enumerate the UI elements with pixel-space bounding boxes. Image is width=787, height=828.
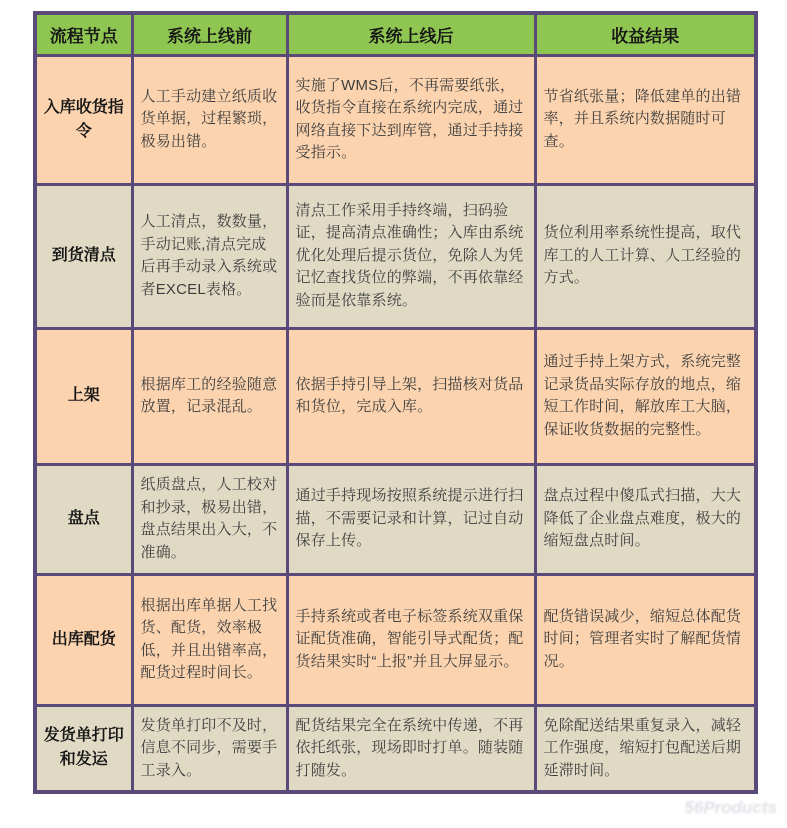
table-row <box>35 55 756 184</box>
benefit-result-cell: 通过手持上架方式，系统完整记录货品实际存放的地点，缩短工作时间，解放库工大脑，保证收货数据的完整性。 <box>535 328 756 464</box>
header-after-system: 系统上线后 <box>287 13 535 55</box>
wms-comparison-table-wrap <box>33 11 754 794</box>
wms-comparison-table <box>33 11 758 794</box>
process-node-cell: 出库配货 <box>35 574 132 705</box>
table-row <box>35 705 756 792</box>
table-header <box>35 13 756 55</box>
watermark: 56Products <box>684 798 777 817</box>
after-system-cell: 通过手持现场按照系统提示进行扫描，不需要记录和计算，记过自动保存上传。 <box>287 464 535 574</box>
table-row <box>35 328 756 464</box>
after-system-cell: 配货结果完全在系统中传递，不再依托纸张，现场即时打单。随装随打随发。 <box>287 705 535 792</box>
after-system-cell: 清点工作采用手持终端，扫码验证，提高清点准确性；入库由系统优化处理后提示货位，免除人为凭记忆查找货位的弊端，不再依靠经验而是依靠系统。 <box>287 184 535 328</box>
process-node-cell: 入库收货指令 <box>35 55 132 184</box>
after-system-cell: 实施了WMS后，不再需要纸张，收货指令直接在系统内完成，通过网络直接下达到库管，通过手持接受指示。 <box>287 55 535 184</box>
process-node-cell: 发货单打印和发运 <box>35 705 132 792</box>
before-system-cell: 发货单打印不及时，信息不同步，需要手工录入。 <box>132 705 287 792</box>
header-row <box>35 13 756 55</box>
before-system-cell: 根据库工的经验随意放置，记录混乱。 <box>132 328 287 464</box>
benefit-result-cell: 货位利用率系统性提高，取代库工的人工计算、人工经验的方式。 <box>535 184 756 328</box>
before-system-cell: 根据出库单据人工找货、配货，效率极低，并且出错率高，配货过程时间长。 <box>132 574 287 705</box>
benefit-result-cell: 免除配送结果重复录入，减轻工作强度，缩短打包配送后期延滞时间。 <box>535 705 756 792</box>
header-benefit-result: 收益结果 <box>535 13 756 55</box>
table-row <box>35 464 756 574</box>
before-system-cell: 纸质盘点，人工校对和抄录，极易出错，盘点结果出入大，不准确。 <box>132 464 287 574</box>
after-system-cell: 手持系统或者电子标签系统双重保证配货准确，智能引导式配货；配货结果实时“上报”并且大屏显示。 <box>287 574 535 705</box>
before-system-cell: 人工手动建立纸质收货单据，过程繁琐，极易出错。 <box>132 55 287 184</box>
before-system-cell: 人工清点，数数量，手动记账,清点完成后再手动录入系统或者EXCEL表格。 <box>132 184 287 328</box>
benefit-result-cell: 配货错误减少，缩短总体配货时间；管理者实时了解配货情况。 <box>535 574 756 705</box>
process-node-cell: 上架 <box>35 328 132 464</box>
benefit-result-cell: 盘点过程中傻瓜式扫描，大大降低了企业盘点难度，极大的缩短盘点时间。 <box>535 464 756 574</box>
process-node-cell: 到货清点 <box>35 184 132 328</box>
process-node-cell: 盘点 <box>35 464 132 574</box>
table-row <box>35 184 756 328</box>
table-row <box>35 574 756 705</box>
benefit-result-cell: 节省纸张量；降低建单的出错率，并且系统内数据随时可查。 <box>535 55 756 184</box>
table-body <box>35 55 756 792</box>
header-before-system: 系统上线前 <box>132 13 287 55</box>
after-system-cell: 依据手持引导上架，扫描核对货品和货位，完成入库。 <box>287 328 535 464</box>
header-process-node: 流程节点 <box>35 13 132 55</box>
